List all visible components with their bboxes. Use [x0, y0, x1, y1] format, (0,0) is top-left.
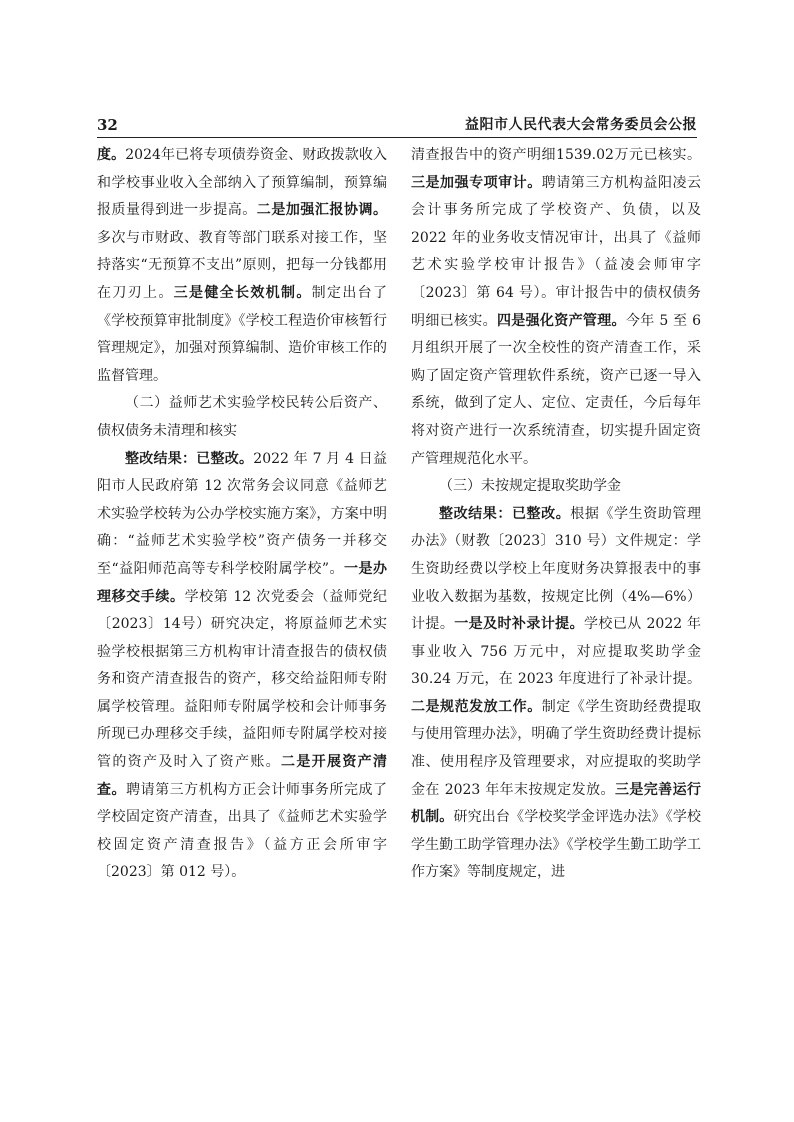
body-text: 聘请第三方机构益阳凌云会计事务所完成了学校资产、负债，以及 2022 年的业务收支情况审计，出具了《益师艺术实验学校审计报告》（益凌会师审字〔2023〕第 64 号）。审计报告中的债权债务明细已核实。 [411, 174, 702, 329]
bold-phrase: 整改结果：已整改。 [125, 450, 254, 467]
paragraph [97, 446, 387, 888]
bold-phrase: 三是健全长效机制。 [173, 284, 312, 301]
body-text: 制定出台了《学校预算审批制度》《学校工程造价审核暂行管理规定》，加强对预算编制、造价审核工作的监督管理。 [97, 284, 388, 384]
paragraph [97, 142, 387, 390]
section-heading: （三）未按规定提取奖助学金 [439, 478, 621, 495]
header-divider [97, 137, 697, 138]
bold-phrase: 二是加强汇报协调。 [256, 202, 388, 219]
body-text: 清查报告中的资产明细1539.02万元已核实。 [411, 147, 701, 163]
bold-phrase: 四是强化资产管理。 [496, 312, 626, 329]
body-text: 制定《学生资助经费提取与使用管理办法》，明确了学生资助经费计提标准、使用程序及管理要求，对应提取的奖助学金在 2023 年年末按规定发放。 [411, 698, 702, 798]
page-header [97, 112, 697, 134]
body-text: 根据《学生资助管理办法》（财教〔2023〕310 号）文件规定：学生资助经费以学校上年度财务决算报表中的事业收入数据为基数，按规定比例（4%—6%）计提。 [411, 505, 702, 633]
bold-phrase: 度。 [97, 147, 126, 163]
bold-phrase: 整改结果：已整改。 [439, 505, 571, 522]
bold-phrase: 一是及时补录计提。 [454, 616, 584, 633]
body-text: 聘请第三方机构方正会计师事务所完成了学校固定资产清查，出具了《益师艺术实验学校固定资产清查报告》（益方正会所审字〔2023〕第 012 号）。 [97, 781, 388, 881]
body-text: 2024年已将专项债券资金、财政拨款收入和学校事业收入全部纳入了预算编制，预算编报质量得到进一步提高。 [97, 147, 387, 219]
paragraph [411, 142, 701, 473]
body-text: 多次与市财政、教育等部门联系对接工作，坚持落实“无预算不支出”原则，把每一分钱都用在刀刃上。 [97, 229, 387, 301]
bold-phrase: 一是办理移交手续。 [97, 560, 387, 605]
section-heading: （二）益师艺术实验学校民转公后资产、债权债务未清理和核实 [97, 395, 387, 439]
body-text: 学校第 12 次党委会（益师党纪〔2023〕14号）研究决定，将原益师艺术实验学校根据第三方机构审计清查报告的债权债务和资产清查报告的资产，移交给益阳师专附属学校管理。益阳师专附属学校和会计师事务所现已办理移交手续，益阳师专附属学校对接管的资产及时入了资产账。 [97, 588, 387, 771]
left-column [97, 142, 387, 887]
right-column [411, 142, 701, 887]
body-text: 今年 5 至 6 月组织开展了一次全校性的资产清查工作，采购了固定资产管理软件系统，资产已逐一导入系统，做到了定人、定位、定责任，今后每年将对资产进行一次系统清查，切实提升固定资产管理规范化水平。 [411, 312, 702, 467]
paragraph [411, 501, 701, 887]
body-text: 学校已从 2022 年事业收入 756 万元中，对应提取奖助学金 30.24 万元，在 2023 年度进行了补录计提。 [411, 616, 702, 688]
bold-phrase: 二是规范发放工作。 [411, 698, 542, 715]
body-text: 研究出台《学校奖学金评选办法》《学校学生勤工助学管理办法》《学校学生勤工助学工作方案》等制度规定，进 [411, 809, 702, 881]
bold-phrase: 三是加强专项审计。 [411, 174, 542, 191]
body-text: 2022 年 7 月 4 日益阳市人民政府第 12 次常务会议同意《益师艺术实验学校转为公办学校实施方案》，方案中明确：“益师艺术实验学校”资产债务一并移交至“益阳师范高等专科学校附属学校”。 [97, 450, 387, 577]
bold-phrase: 三是完善运行机制。 [411, 781, 702, 826]
journal-title: 益阳市人民代表大会常务委员会公报 [465, 117, 697, 133]
bold-phrase: 二是开展资产清查。 [97, 754, 387, 798]
page-number: 32 [97, 116, 118, 134]
